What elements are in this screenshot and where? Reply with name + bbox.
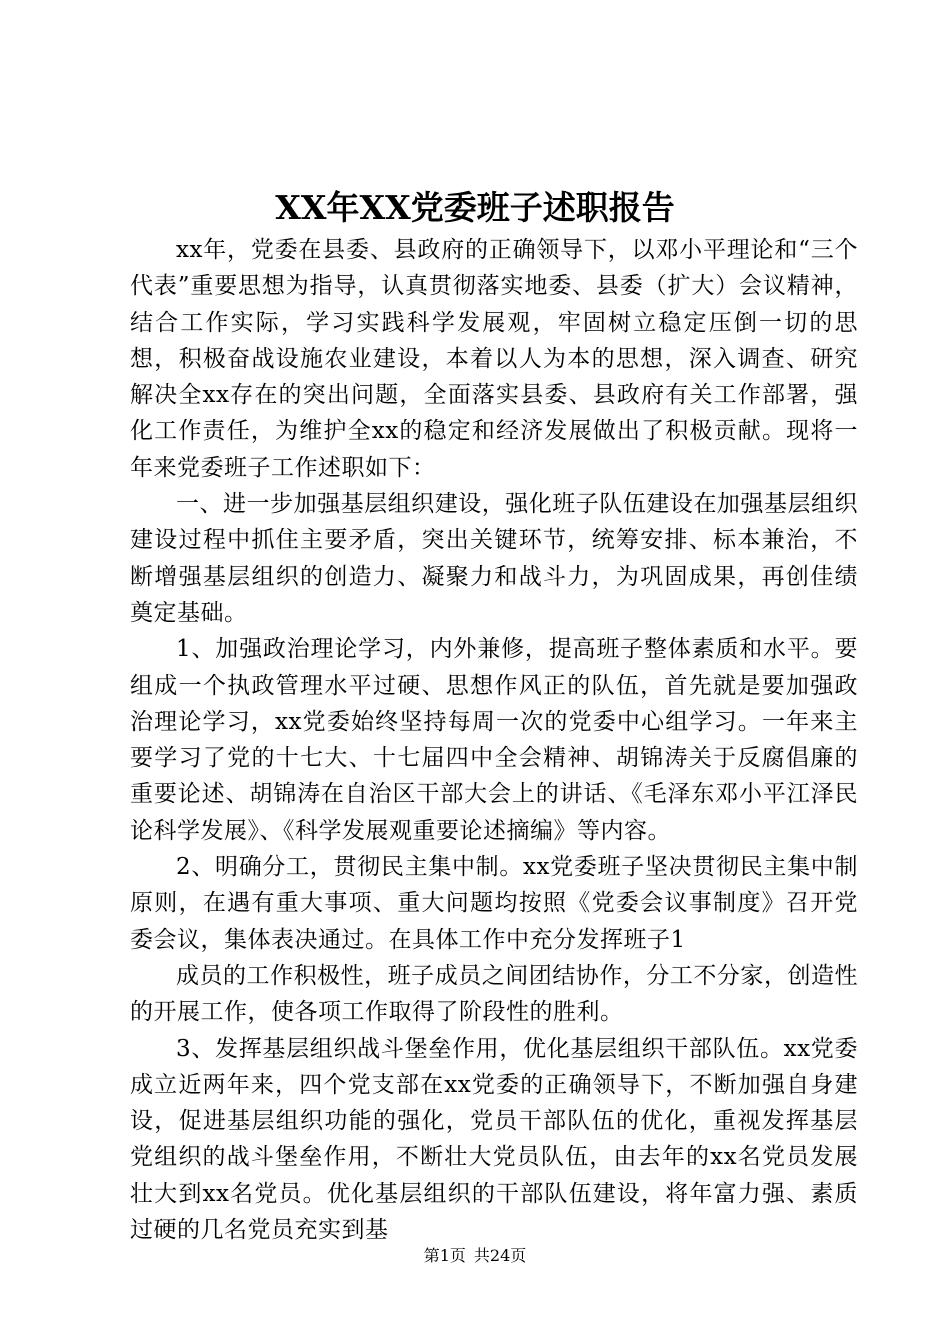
paragraph-intro: xx年，党委在县委、县政府的正确领导下，以邓小平理论和“三个代表”重要思想为指导，认真贯彻落实地委、县委（扩大）会议精神，结合工作实际，学习实践科学发展观，牢固树立稳定压倒一切的思想，积极奋战设施农业建设，本着以人为本的思想，深入调查、研究解决全xx存在的突出问题，全面落实县委、县政府有关工作部署，强化工作责任，为维护全xx的稳定和经济发展做出了积极贡献。现将一年来党委班子工作述职如下： xyxy=(130,237,858,481)
paragraph-section-1: 一、进一步加强基层组织建设，强化班子队伍建设在加强基层组织建设过程中抓住主要矛盾，突出关键环节，统筹安排、标本兼治，不断增强基层组织的创造力、凝聚力和战斗力，为巩固成果，再创佳绩奠定基础。 xyxy=(130,491,858,626)
document-title: XX年XX党委班子述职报告 xyxy=(275,188,675,227)
page-number: 第1页 xyxy=(423,1246,466,1265)
paragraph-item-2-continued: 成员的工作积极性，班子成员之间团结协作，分工不分家，创造性的开展工作，使各项工作取得了阶段性的胜利。 xyxy=(130,962,858,1026)
paragraph-item-1: 1、加强政治理论学习，内外兼修，提高班子整体素质和水平。要组成一个执政管理水平过硬、思想作风正的队伍，首先就是要加强政治理论学习，xx党委始终坚持每周一次的党委中心组学习。一年来主要学习了党的十七大、十七届四中全会精神、胡锦涛关于反腐倡廉的重要论述、胡锦涛在自治区干部大会上的讲话、《毛泽东邓小平江泽民论科学发展》、《科学发展观重要论述摘编》等内容。 xyxy=(130,636,858,844)
paragraph-item-3: 3、发挥基层组织战斗堡垒作用，优化基层组织干部队伍。xx党委成立近两年来，四个党支部在xx党委的正确领导下，不断加强自身建设，促进基层组织功能的强化，党员干部队伍的优化，重视发挥基层党组织的战斗堡垒作用，不断壮大党员队伍，由去年的xx名党员发展壮大到xx名党员。优化基层组织的干部队伍建设，将年富力强、素质过硬的几名党员充实到基 xyxy=(130,1035,858,1244)
page-total: 共24页 xyxy=(473,1246,527,1265)
document-body xyxy=(130,232,858,1248)
paragraph-item-2: 2、明确分工，贯彻民主集中制。xx党委班子坚决贯彻民主集中制原则，在遇有重大事项、重大问题均按照《党委会议事制度》召开党委会议，集体表决通过。在具体工作中充分发挥班子1 xyxy=(130,854,858,953)
page-footer xyxy=(0,1244,950,1268)
